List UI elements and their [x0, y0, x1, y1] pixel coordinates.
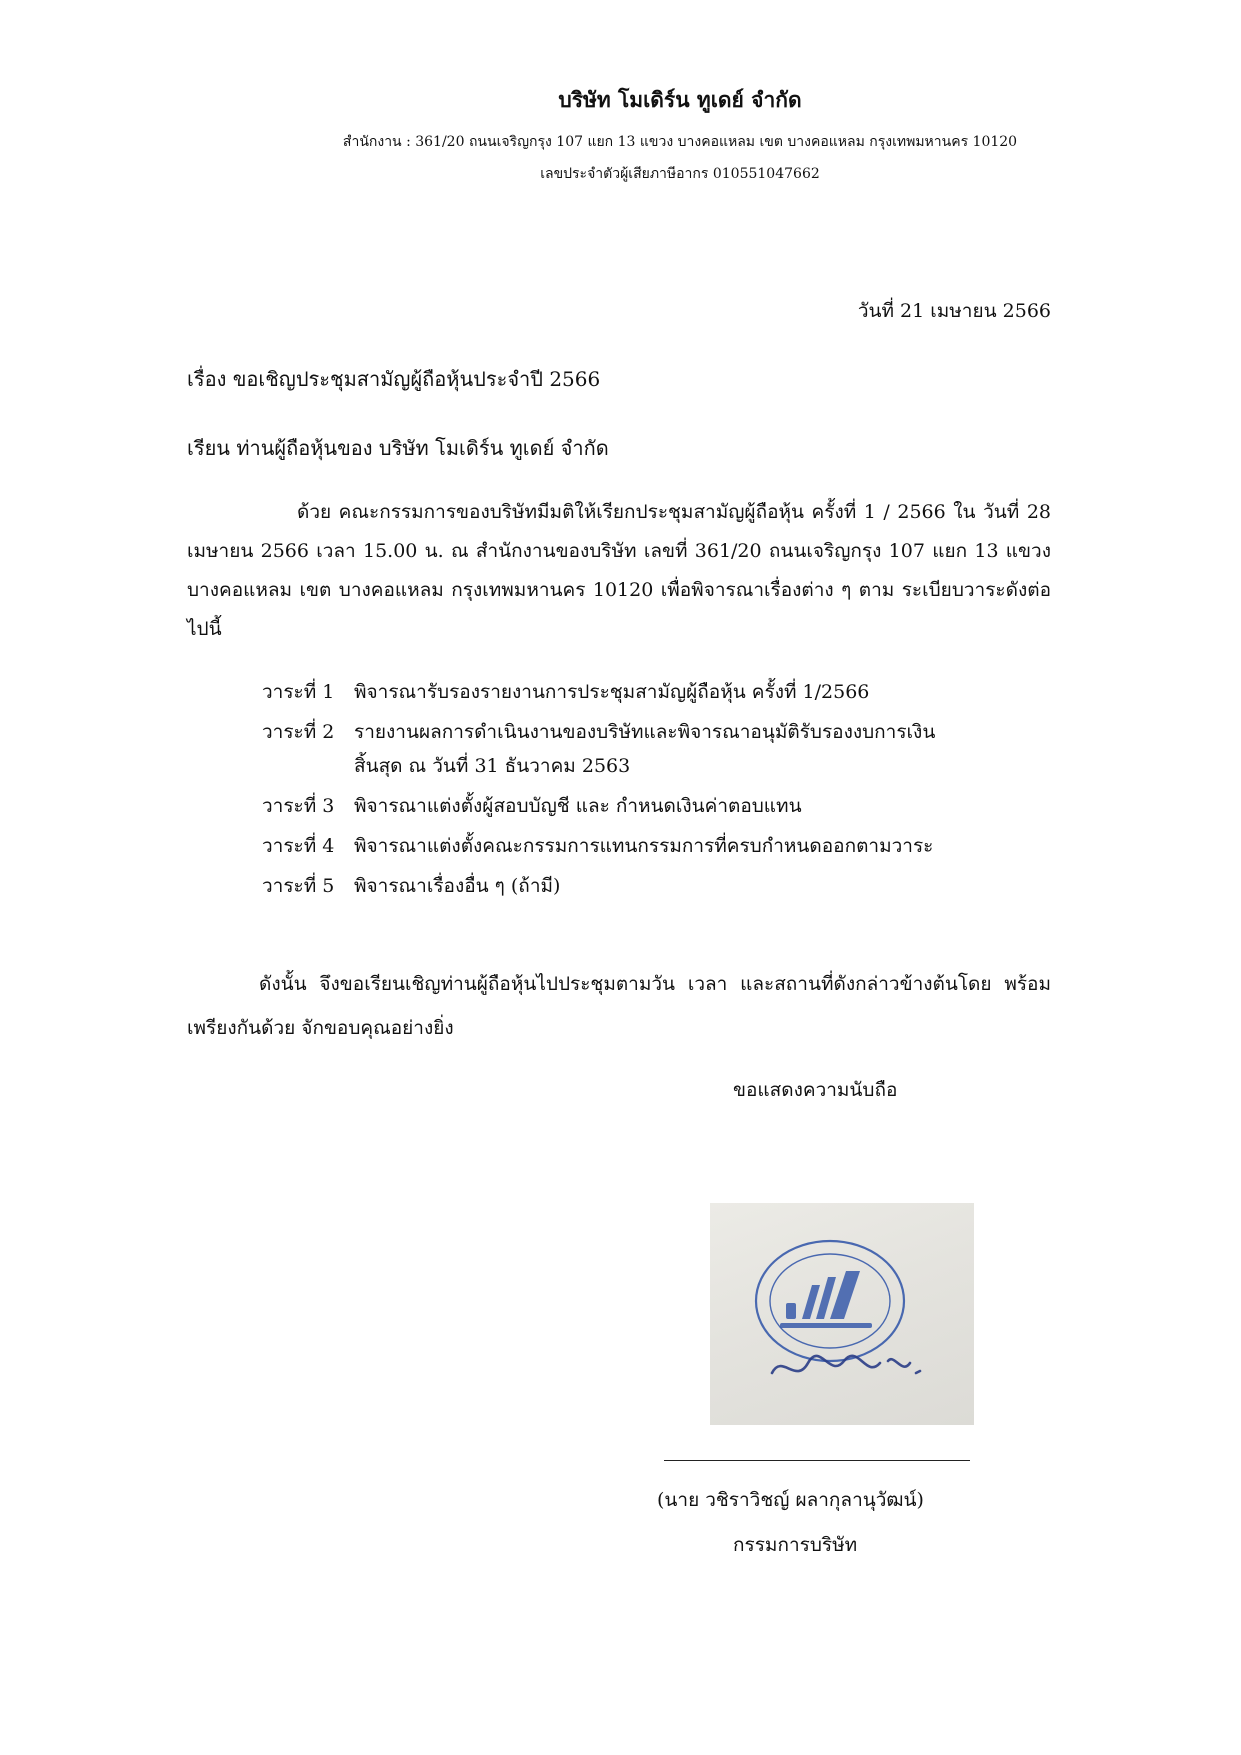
letter-salutation: เรียน ท่านผู้ถือหุ้นของ บริษัท โมเดิร์น ทูเดย์ จำกัด: [187, 436, 609, 460]
tax-id: เลขประจำตัวผู้เสียภาษีอากร 010551047662: [540, 166, 820, 182]
agenda-text: พิจารณารับรองรายงานการประชุมสามัญผู้ถือหุ้น ครั้งที่ 1/2566: [354, 681, 870, 703]
company-seal-icon: [710, 1203, 974, 1425]
letter-date: วันที่ 21 เมษายน 2566: [857, 300, 1051, 322]
signature-line: [664, 1460, 970, 1461]
agenda-text: รายงานผลการดำเนินงานของบริษัทและพิจารณาอนุมัติรับรองงบการเงิน: [354, 721, 936, 743]
agenda-text: พิจารณาแต่งตั้งผู้สอบบัญชี และ กำหนดเงินค่าตอบแทน: [354, 795, 802, 817]
signer-name: (นาย วชิราวิชญ์ ผลากุลานุวัฒน์): [657, 1489, 924, 1511]
agenda-label: วาระที่ 5: [262, 875, 335, 897]
agenda-label: วาระที่ 1: [262, 681, 335, 703]
agenda-label: วาระที่ 4: [262, 835, 335, 857]
agenda-text: พิจารณาเรื่องอื่น ๆ (ถ้ามี): [354, 875, 561, 897]
agenda-label: วาระที่ 3: [262, 795, 335, 817]
agenda-item: [262, 789, 935, 823]
letter-subject: เรื่อง ขอเชิญประชุมสามัญผู้ถือหุ้นประจำปี 2566: [187, 367, 601, 391]
closing-paragraph: [187, 962, 1051, 1050]
agenda-label: วาระที่ 2: [262, 721, 335, 743]
body-paragraph: [187, 493, 1051, 649]
closing-text: ดังนั้น จึงขอเรียนเชิญท่านผู้ถือหุ้นไปประชุมตามวัน เวลา และสถานที่ดังกล่าวข้างต้นโดย พร้อมเพรียงกันด้วย จักขอบคุณอย่างยิ่ง: [187, 973, 1051, 1039]
agenda-item: [262, 829, 935, 863]
company-name: บริษัท โมเดิร์น ทูเดย์ จำกัด: [558, 87, 802, 112]
agenda-item: [262, 715, 935, 783]
agenda-list: [262, 675, 935, 909]
body-text: ด้วย คณะกรรมการของบริษัทมีมติให้เรียกประชุมสามัญผู้ถือหุ้น ครั้งที่ 1 / 2566 ใน วันที่ 28 เมษายน 2566 เวลา 15.00 น. ณ สำนักงานของบริษัท เลขที่ 361/20 ถนนเจริญกรุง 107 แยก 13 แขวง บางคอแหลม เขต บางคอแหลม กรุงเทพมหานคร 10120 เพื่อพิจารณาเรื่องต่าง ๆ ตาม ระเบียบวาระดังต่อไปนี้: [187, 501, 1051, 640]
agenda-text: สิ้นสุด ณ วันที่ 31 ธันวาคม 2563: [354, 755, 631, 777]
company-stamp-photo: [710, 1203, 974, 1425]
regards-line: ขอแสดงความนับถือ: [733, 1079, 898, 1101]
signer-title: กรรมการบริษัท: [733, 1534, 858, 1556]
agenda-item: [262, 869, 935, 903]
agenda-item: [262, 675, 935, 709]
agenda-text: พิจารณาแต่งตั้งคณะกรรมการแทนกรรมการที่ครบกำหนดออกตามวาระ: [354, 835, 934, 857]
company-address: สำนักงาน : 361/20 ถนนเจริญกรุง 107 แยก 13 แขวง บางคอแหลม เขต บางคอแหลม กรุงเทพมหานคร 10120: [342, 134, 1018, 150]
